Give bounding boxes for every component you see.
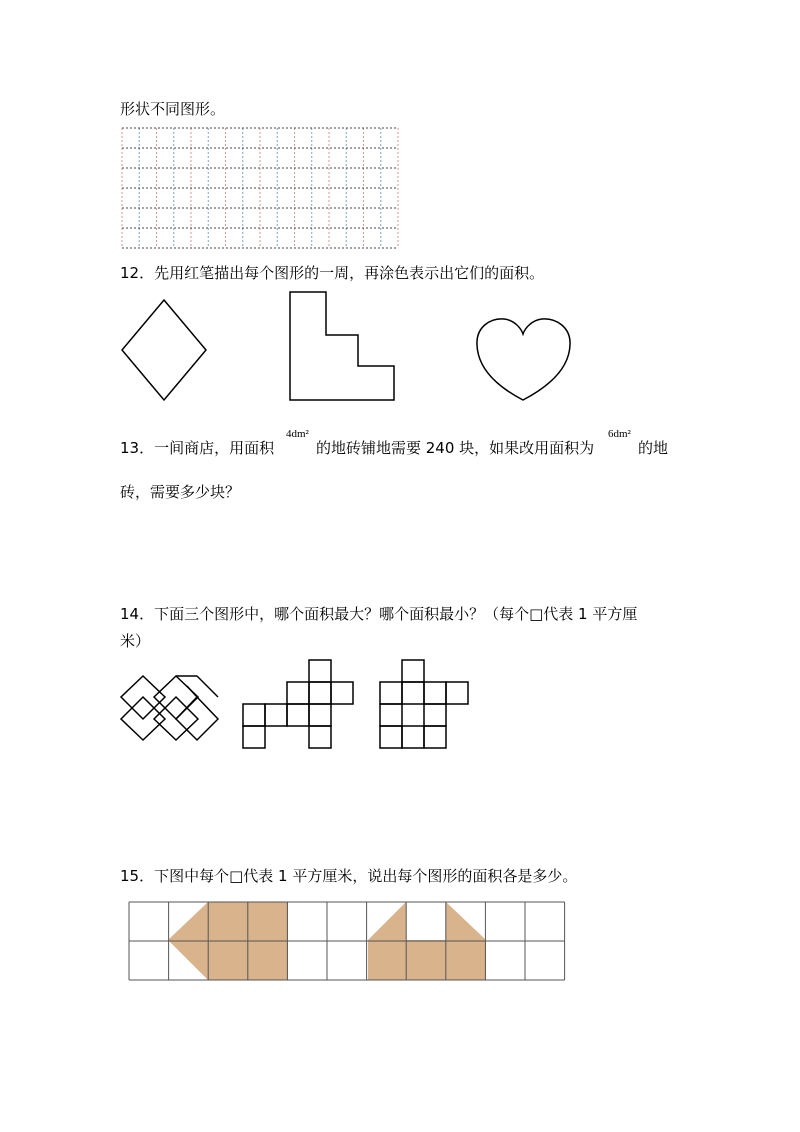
q13-unit-4dm2: 4dm² [286,428,309,440]
q13-line2: 砖，需要多少块？ [120,483,241,501]
q12-text: 12．先用红笔描出每个图形的一周，再涂色表示出它们的面积。 [120,264,545,282]
q13-part2: 的地砖铺地需要 240 块，如果改用面积为 [316,439,595,457]
q14-line2: 米） [120,632,151,650]
q15-text: 15．下图中每个□代表 1 平方厘米，说出每个图形的面积各是多少。 [120,867,578,885]
q13-part1: 13．一间商店，用面积 [120,439,275,457]
q13-part3: 的地 [638,439,669,457]
q13-unit-6dm2: 6dm² [608,428,631,440]
q14-line1: 14．下面三个图形中，哪个面积最大？哪个面积最小？（每个□代表 1 平方厘 [120,605,638,623]
intro-text: 形状不同图形。 [120,100,226,118]
